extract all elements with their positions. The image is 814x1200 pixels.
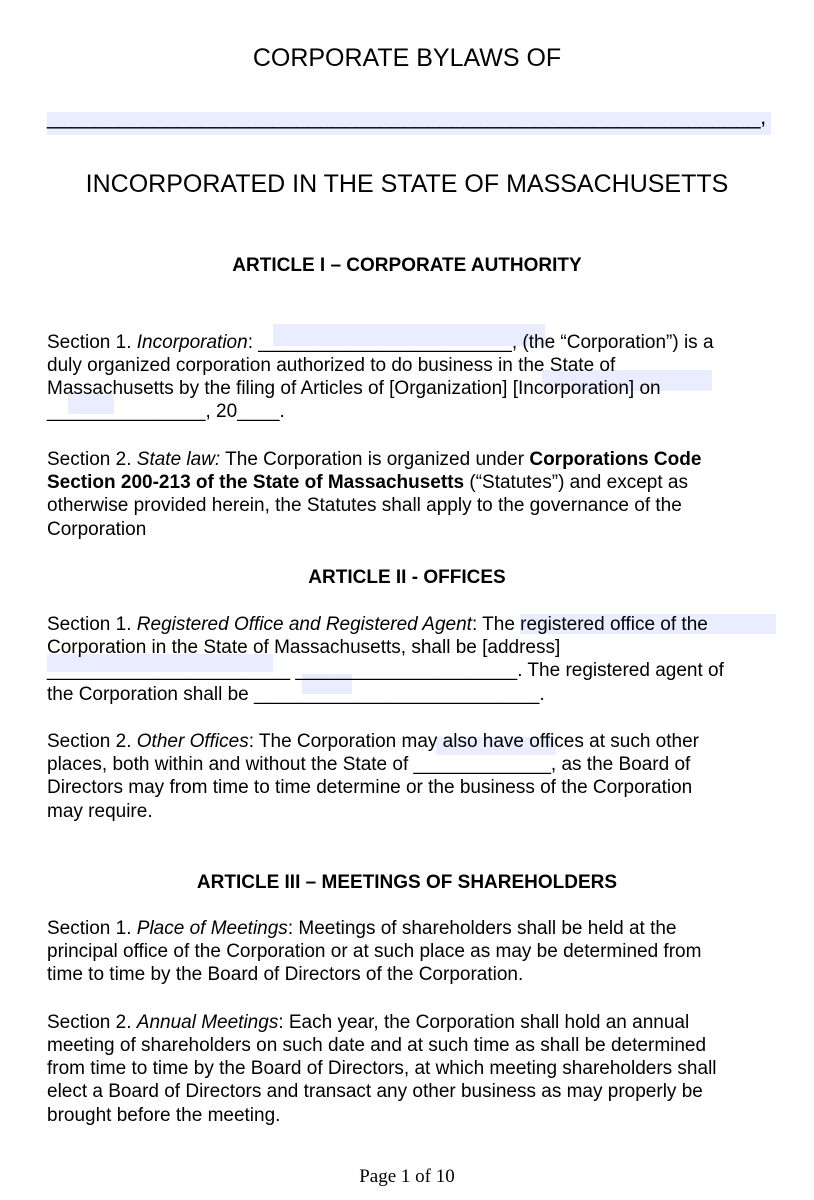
section-text: : The registered office of the	[471, 614, 708, 635]
article-2-section-2-line-3: Directors may from time to time determine or the business of the Corporation	[47, 777, 693, 798]
section-label: Section 1.	[47, 614, 137, 635]
section-label: Section 2.	[47, 1012, 137, 1033]
section-text: : Meetings of shareholders shall be held at the	[287, 918, 677, 939]
article-1-section-1-line-1	[47, 332, 714, 354]
article-2-section-2-line-2: places, both within and without the State of _____________, as the Board of	[47, 754, 691, 775]
document-title: CORPORATE BYLAWS OF	[252, 44, 562, 72]
article-1-heading: ARTICLE I – CORPORATE AUTHORITY	[232, 255, 582, 276]
section-text: (“Statutes”) and except as	[464, 472, 688, 493]
section-title: Other Offices	[136, 731, 249, 752]
section-text: The Corporation is organized under	[220, 449, 530, 470]
article-2-section-1-line-1	[47, 614, 708, 636]
section-text: : The Corporation may also have offices at such other	[248, 731, 699, 752]
section-title: Annual Meetings	[136, 1012, 279, 1033]
section-title: Registered Office and Registered Agent	[136, 614, 472, 635]
article-1-section-1-line-3: Massachusetts by the filing of Articles of [Organization] [Incorporation] on	[47, 378, 661, 399]
section-title: Incorporation	[136, 332, 248, 353]
corporation-name-line: ____________________________________________________________,	[47, 104, 766, 129]
section-title: State law:	[136, 449, 221, 470]
article-2-heading: ARTICLE II - OFFICES	[308, 567, 506, 588]
statute-reference: Corporations Code	[529, 449, 702, 470]
article-2-section-1-line-3: _______________________ _____________________. The registered agent of	[47, 660, 724, 681]
article-1-section-2-line-3: otherwise provided herein, the Statutes shall apply to the governance of the	[47, 495, 682, 516]
article-3-section-1-line-3: time to time by the Board of Directors of the Corporation.	[47, 964, 524, 985]
article-3-section-2-line-3: from time to time by the Board of Directors, at which meeting shareholders shall	[47, 1058, 717, 1079]
article-2-section-2-line-4: may require.	[47, 801, 153, 822]
article-1-section-1-line-4: _______________, 20____.	[47, 401, 285, 422]
section-text: : Each year, the Corporation shall hold an annual	[278, 1012, 690, 1033]
article-1-section-2-line-2	[47, 472, 688, 494]
statute-reference: Section 200-213 of the State of Massachusetts	[47, 472, 465, 493]
article-2-section-1-line-4: the Corporation shall be ___________________________.	[47, 684, 545, 705]
section-label: Section 1.	[47, 918, 137, 939]
section-title: Place of Meetings	[136, 918, 288, 939]
article-2-section-2-line-1	[47, 731, 699, 753]
section-label: Section 2.	[47, 731, 137, 752]
article-3-section-2-line-1	[47, 1012, 689, 1034]
article-1-section-1-line-2: duly organized corporation authorized to do business in the State of	[47, 355, 616, 376]
section-label: Section 1.	[47, 332, 137, 353]
article-3-section-2-line-5: brought before the meeting.	[47, 1105, 281, 1126]
state-heading: INCORPORATED IN THE STATE OF MASSACHUSETTS	[85, 170, 729, 198]
article-1-section-2-line-4: Corporation	[47, 519, 147, 540]
article-3-section-1-line-2: principal office of the Corporation or at such place as may be determined from	[47, 941, 702, 962]
article-2-section-1-line-2: Corporation in the State of Massachusetts, shall be [address]	[47, 637, 561, 658]
article-3-section-2-line-2: meeting of shareholders on such date and at such time as shall be determined	[47, 1035, 707, 1056]
article-1-section-2-line-1	[47, 449, 701, 471]
section-label: Section 2.	[47, 449, 137, 470]
page-number: Page 1 of 10	[359, 1166, 455, 1187]
article-3-heading: ARTICLE III – MEETINGS OF SHAREHOLDERS	[196, 872, 618, 893]
article-3-section-2-line-4: elect a Board of Directors and transact any other business as may properly be	[47, 1081, 703, 1102]
section-text: : ________________________, (the “Corporation”) is a	[247, 332, 714, 353]
article-3-section-1-line-1	[47, 918, 677, 940]
